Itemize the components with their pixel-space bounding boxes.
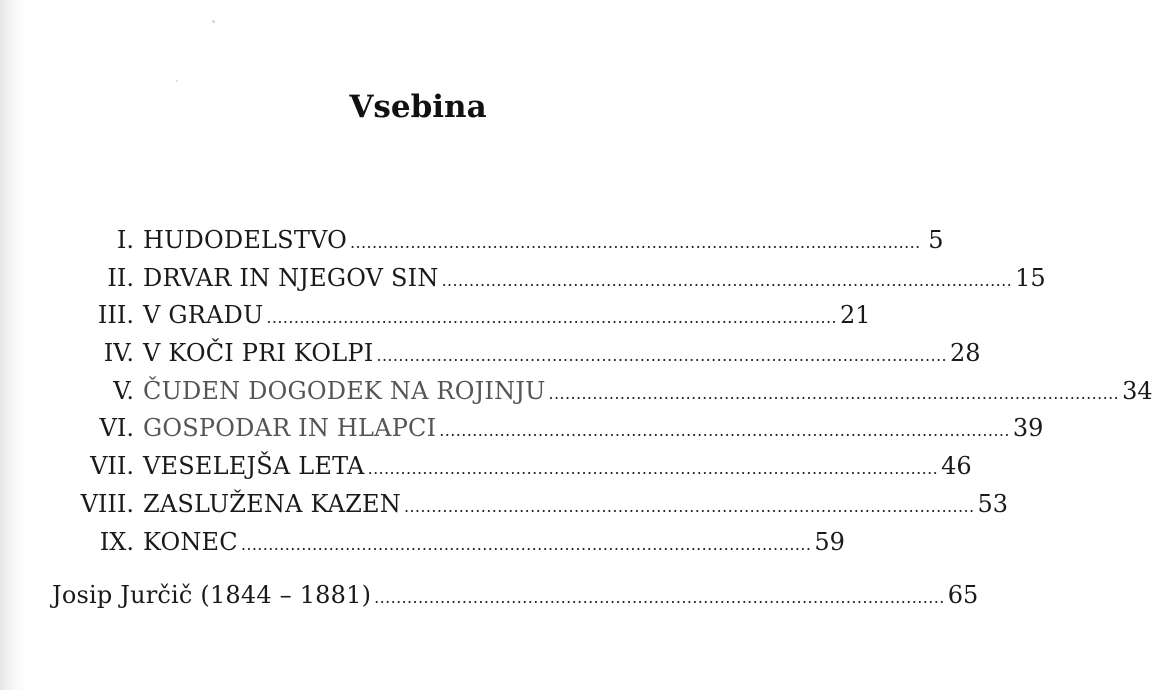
page-number: 59 [814, 527, 845, 556]
chapter-number: IV. [103, 339, 134, 368]
chapter-number: VII. [90, 452, 134, 481]
dot-leader: ........................................................................................................ [548, 383, 1120, 403]
chapter-title: GOSPODAR IN HLAPCI [143, 414, 437, 443]
toc-entry-8[interactable] [52, 486, 1009, 524]
page-number: 34 [1122, 376, 1153, 405]
page-number: 46 [941, 452, 972, 481]
dot-leader: ........................................................................................................ [374, 588, 945, 607]
toc-entry-5[interactable] [52, 373, 1153, 411]
chapter-title: VESELEJŠA LETA [143, 452, 365, 481]
toc-entry-7[interactable] [52, 448, 972, 486]
page-number: 53 [977, 489, 1009, 518]
dot-leader: ........................................................................................................ [441, 270, 1013, 290]
chapter-number: VIII. [80, 489, 134, 518]
toc-entry-1[interactable] [52, 222, 944, 260]
toc-entry-3[interactable] [52, 297, 871, 335]
chapter-number: II. [107, 263, 134, 292]
table-of-contents [52, 222, 1153, 561]
dot-leader: ........................................................................................................ [439, 421, 1010, 441]
toc-entry-6[interactable] [52, 410, 1044, 448]
toc-entry-4[interactable] [52, 335, 981, 373]
page-number: 28 [950, 339, 981, 368]
page-number: 21 [839, 301, 871, 330]
chapter-title: ZASLUŽENA KAZEN [143, 489, 401, 518]
dot-leader: ........................................................................................................ [350, 233, 921, 252]
paper-speck [212, 20, 215, 23]
chapter-number: IX. [99, 527, 134, 556]
toc-entry-9[interactable] [52, 524, 845, 562]
dot-leader: ........................................................................................................ [403, 496, 975, 516]
paper-speck [176, 80, 178, 82]
chapter-title: V KOČI PRI KOLPI [143, 339, 374, 368]
chapter-title: V GRADU [143, 301, 264, 330]
chapter-number: VI. [99, 414, 134, 443]
chapter-number: III. [97, 301, 134, 330]
page-number: 5 [928, 226, 944, 254]
page-number: 15 [1015, 263, 1046, 292]
page-number: 39 [1012, 414, 1044, 443]
page-number: 65 [947, 581, 979, 609]
chapter-title: KONEC [143, 527, 238, 556]
chapter-number: V. [113, 376, 134, 405]
chapter-title: DRVAR IN NJEGOV SIN [143, 263, 439, 292]
page-title: Vsebina [349, 88, 487, 125]
dot-leader: ........................................................................................................ [266, 308, 837, 328]
dot-leader: ........................................................................................................ [376, 346, 947, 366]
chapter-number: I. [116, 226, 134, 254]
toc-entry-author[interactable] [52, 576, 979, 614]
toc-entry-2[interactable] [52, 260, 1046, 298]
chapter-title: HUDODELSTVO [143, 226, 348, 254]
chapter-title: ČUDEN DOGODEK NA ROJINJU [143, 376, 546, 405]
author-entry-title: Josip Jurčič (1844 – 1881) [52, 581, 372, 609]
dot-leader: ........................................................................................................ [367, 459, 939, 479]
dot-leader: ........................................................................................................ [240, 534, 812, 554]
